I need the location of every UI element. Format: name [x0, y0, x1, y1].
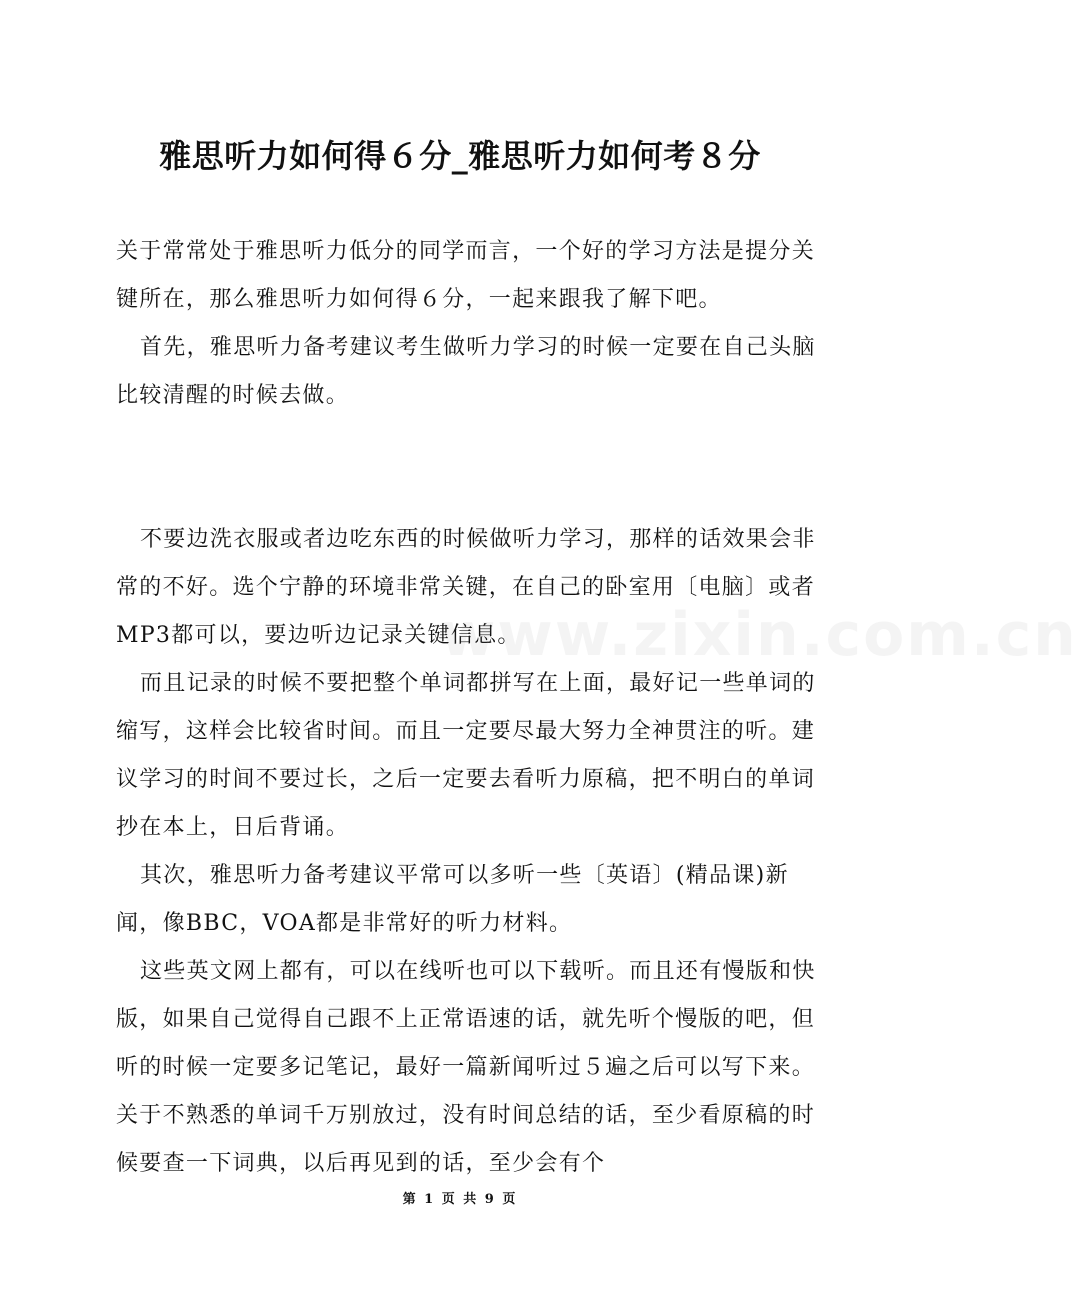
- watermark: www.zixin.com.cn: [440, 600, 1078, 670]
- paragraph-3: 不要边洗衣服或者边吃东西的时候做听力学习，那样的话效果会非常的不好。选个宁静的环境非常关键，在自己的卧室用〔电脑〕或者MP3都可以，要边听边记录关键信息。: [116, 527, 816, 648]
- paragraph-5: 其次，雅思听力备考建议平常可以多听一些〔英语〕(精品课)新闻，像BBC，VOA都是非常好的听力材料。: [116, 863, 789, 936]
- paragraph-gap: [116, 420, 816, 516]
- paragraph-4: 而且记录的时候不要把整个单词都拼写在上面，最好记一些单词的缩写，这样会比较省时间。而且一定要尽最大努力全神贯注的听。建议学习的时间不要过长，之后一定要去看听力原稿，把不明白的单词抄在本上，日后背诵。: [116, 671, 816, 840]
- paragraph-2: 首先，雅思听力备考建议考生做听力学习的时候一定要在自己头脑比较清醒的时候去做。: [116, 335, 816, 408]
- paragraph-6: 这些英文网上都有，可以在线听也可以下载听。而且还有慢版和快版，如果自己觉得自己跟不上正常语速的话，就先听个慢版的吧，但听的时候一定要多记笔记，最好一篇新闻听过５遍之后可以写下来。关于不熟悉的单词千万别放过，没有时间总结的话，至少看原稿的时候要查一下词典，以后再见到的话，至少会有个: [116, 959, 816, 1176]
- page-footer: 第 1 页 共 9 页: [402, 1192, 518, 1207]
- paragraph-1: 关于常常处于雅思听力低分的同学而言，一个好的学习方法是提分关键所在，那么雅思听力如何得６分，一起来跟我了解下吧。: [116, 239, 816, 312]
- article-body: [116, 228, 816, 1188]
- page-title: 雅思听力如何得６分_雅思听力如何考８分: [159, 137, 761, 175]
